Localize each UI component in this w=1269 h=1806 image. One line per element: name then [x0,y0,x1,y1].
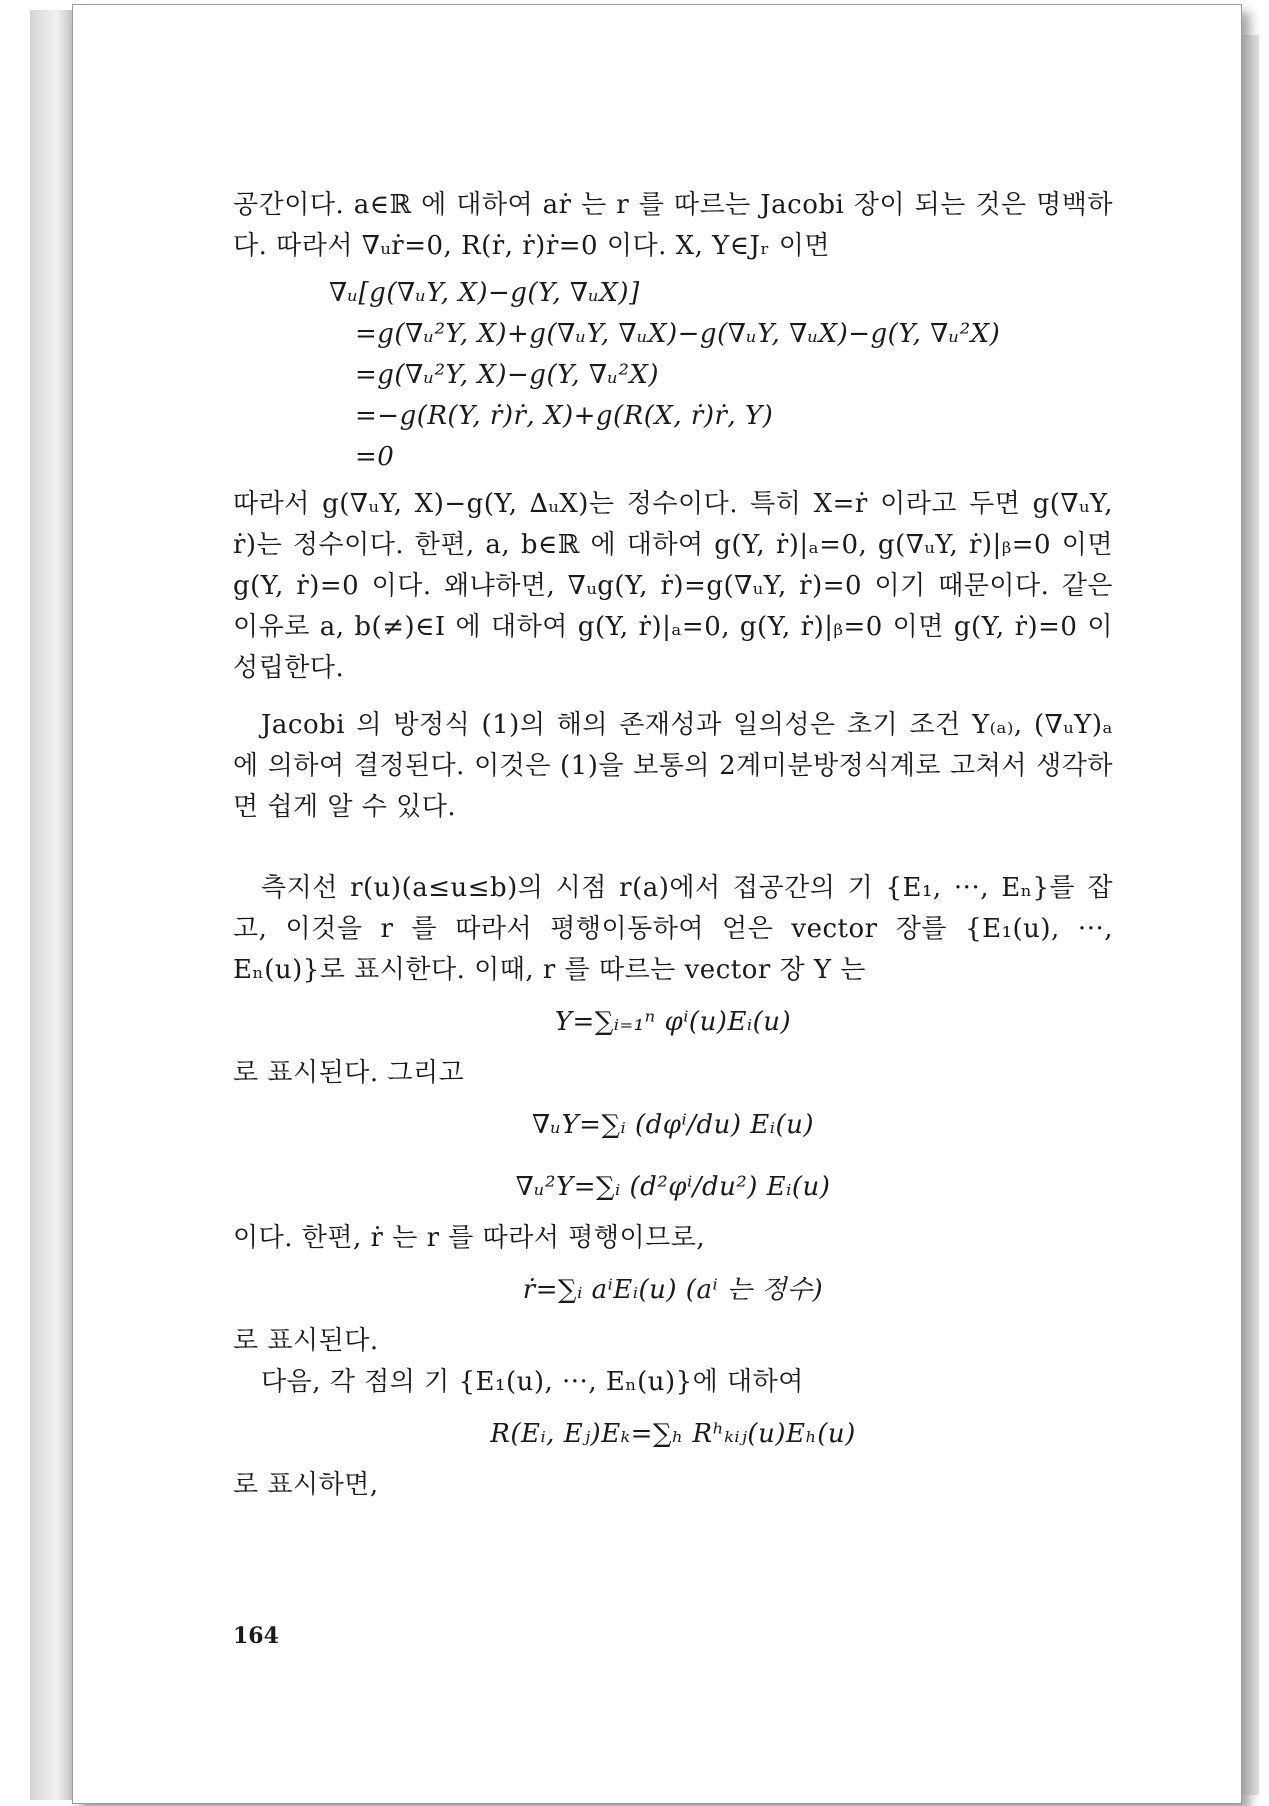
text-connector-3: 로 표시된다. [233,1326,379,1356]
paragraph-constant: 따라서 g(∇ᵤY, X)−g(Y, ∆ᵤX)는 정수이다. 특히 X=ṙ 이라고 두면 g(∇ᵤY, ṙ)는 정수이다. 한편, a, b∈ℝ 에 대하여 g(Y, ṙ)|ₐ=0, g(∇ᵤY, ṙ)|ᵦ=0 이면 g(Y, ṙ)=0 이다. 왜냐하면, ∇ᵤg(Y, ṙ)=g(∇ᵤY, ṙ)=0 이기 때문이다. 같은 이유로 a, b(≠)∈I 에 대하여 g(Y, ṙ)|ₐ=0, g(Y, ṙ)|ᵦ=0 이면 g(Y, ṙ)=0 이 성립한다. [233,489,1113,683]
paragraph-jacobi-existence: Jacobi 의 방정식 (1)의 해의 존재성과 일의성은 초기 조건 Y₍ₐ₎, (∇ᵤY)ₐ 에 의하여 결정된다. 이것은 (1)을 보통의 2계미분방정식계로 고쳐서 생각하면 쉽게 알 수 있다. [233,710,1113,822]
equation-rdot: ṙ=∑ᵢ aⁱEᵢ(u) (aⁱ 는 정수) [522,1275,824,1305]
paragraph-frame-curvature: 다음, 각 점의 기 {E₁(u), ···, Eₙ(u)}에 대하여 [261,1367,804,1397]
equation-nabla-Y: ∇ᵤY=∑ᵢ (dφⁱ/du) Eᵢ(u) [531,1110,815,1140]
text-connector-2: 이다. 한편, ṙ 는 r 를 따라서 평행이므로, [233,1223,706,1253]
page-number: 164 [233,1623,279,1649]
page-content [233,185,1113,1506]
equation-line: =0 [355,442,395,472]
equation-nabla2-Y: ∇ᵤ²Y=∑ᵢ (d²φⁱ/du²) Eᵢ(u) [515,1172,831,1202]
text-connector-4: 로 표시하면, [233,1470,379,1500]
equation-curvature: R(Eᵢ, Eⱼ)Eₖ=∑ₕ Rʰₖᵢⱼ(u)Eₕ(u) [490,1419,856,1449]
equation-Y-expansion: Y=∑ᵢ₌₁ⁿ φⁱ(u)Eᵢ(u) [554,1007,792,1037]
page-edge [1241,35,1259,1795]
text-connector-1: 로 표시된다. 그리고 [233,1058,465,1088]
equation-line: ∇ᵤ[g(∇ᵤY, X)−g(Y, ∇ᵤX)] [329,278,640,308]
equation-line: =g(∇ᵤ²Y, X)−g(Y, ∇ᵤ²X) [355,360,660,390]
book-spine [30,10,76,1800]
book-page [72,4,1242,1804]
paragraph-intro: 공간이다. a∈ℝ 에 대하여 aṙ 는 r 를 따르는 Jacobi 장이 되는 것은 명백하다. 따라서 ∇ᵤṙ=0, R(ṙ, ṙ)ṙ=0 이다. X, Y∈Jᵣ 이면 [233,190,1113,261]
equation-block-derivation [233,273,1113,478]
equation-line: =−g(R(Y, ṙ)ṙ, X)+g(R(X, ṙ)ṙ, Y) [355,401,774,431]
equation-line: =g(∇ᵤ²Y, X)+g(∇ᵤY, ∇ᵤX)−g(∇ᵤY, ∇ᵤX)−g(Y, ∇ᵤ²X) [355,319,1001,349]
paragraph-geodesic-frame: 측지선 r(u)(a≤u≤b)의 시점 r(a)에서 접공간의 기 {E₁, ···, Eₙ}를 잡고, 이것을 r 를 따라서 평행이동하여 얻은 vector 장를 {E₁(u), ···, Eₙ(u)}로 표시한다. 이때, r 를 따르는 vector 장 Y 는 [233,873,1113,985]
